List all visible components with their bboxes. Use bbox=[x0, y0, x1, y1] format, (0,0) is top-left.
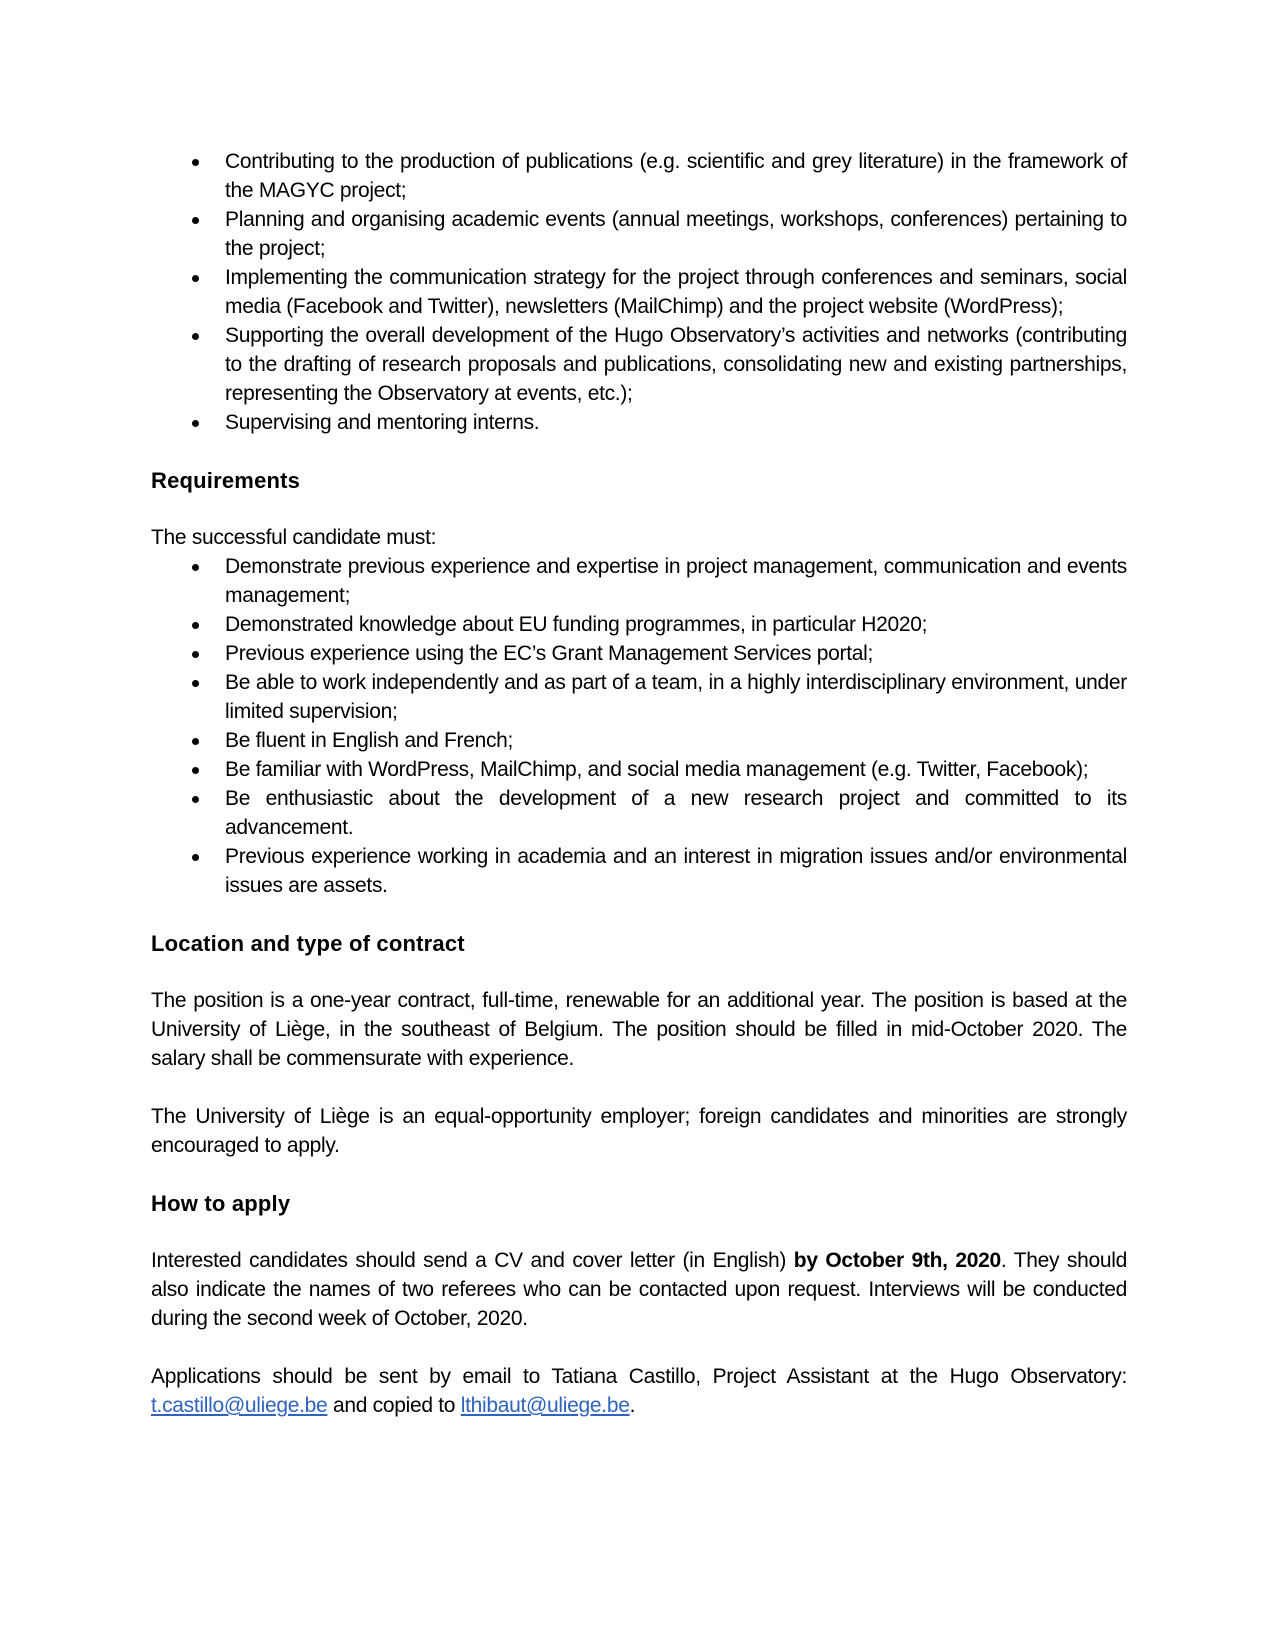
list-item: Planning and organising academic events (annual meetings, workshops, conferences) pertaining to the project; bbox=[225, 205, 1127, 263]
list-item: Previous experience using the EC’s Grant Management Services portal; bbox=[225, 639, 1127, 668]
list-item: Be fluent in English and French; bbox=[225, 726, 1127, 755]
apply-paragraph bbox=[151, 1246, 1127, 1333]
list-item: Be able to work independently and as part of a team, in a highly interdisciplinary environment, under limited supervision; bbox=[225, 668, 1127, 726]
list-item: Demonstrate previous experience and expertise in project management, communication and events management; bbox=[225, 552, 1127, 610]
contact-paragraph bbox=[151, 1362, 1127, 1420]
email-link-thibaut[interactable]: lthibaut@uliege.be bbox=[460, 1394, 630, 1417]
email-link-castillo[interactable]: t.castillo@uliege.be bbox=[151, 1394, 328, 1417]
requirements-list bbox=[151, 552, 1127, 900]
list-item: Supervising and mentoring interns. bbox=[225, 408, 1127, 437]
duties-list bbox=[151, 147, 1127, 437]
equal-opportunity-paragraph: The University of Liège is an equal-opportunity employer; foreign candidates and minorities are strongly encouraged to apply. bbox=[151, 1105, 1127, 1157]
apply-text: Interested candidates should send a CV and cover letter (in English) bbox=[151, 1249, 794, 1272]
list-item: Be familiar with WordPress, MailChimp, and social media management (e.g. Twitter, Facebook); bbox=[225, 755, 1127, 784]
deadline: by October 9th, 2020 bbox=[793, 1249, 1001, 1272]
apply-heading: How to apply bbox=[151, 1191, 291, 1216]
location-heading: Location and type of contract bbox=[151, 931, 465, 956]
list-item: Implementing the communication strategy for the project through conferences and seminars, social media (Facebook and Twitter), newsletters (MailChimp) and the project website (WordPress); bbox=[225, 263, 1127, 321]
requirements-intro: The successful candidate must: bbox=[151, 526, 437, 549]
list-item: Demonstrated knowledge about EU funding programmes, in particular H2020; bbox=[225, 610, 1127, 639]
contact-text: . bbox=[629, 1394, 636, 1417]
contact-text: and copied to bbox=[327, 1394, 461, 1417]
list-item: Contributing to the production of publications (e.g. scientific and grey literature) in the framework of the MAGYC project; bbox=[225, 147, 1127, 205]
document-page bbox=[151, 147, 1127, 1449]
requirements-heading: Requirements bbox=[151, 468, 301, 493]
list-item: Supporting the overall development of the Hugo Observatory’s activities and networks (contributing to the drafting of research proposals and publications, consolidating new and existing partnerships, representing the Observatory at events, etc.); bbox=[225, 321, 1127, 408]
list-item: Previous experience working in academia and an interest in migration issues and/or environmental issues are assets. bbox=[225, 842, 1127, 900]
apply-text: . They should also indicate the names of two referees who can be contacted upon request. Interviews will be conducted during the second week of October, 2020. bbox=[151, 1249, 1127, 1330]
list-item: Be enthusiastic about the development of a new research project and committed to its advancement. bbox=[225, 784, 1127, 842]
contact-text: Applications should be sent by email to Tatiana Castillo, Project Assistant at the Hugo Observatory: bbox=[151, 1365, 1127, 1388]
location-paragraph: The position is a one-year contract, full-time, renewable for an additional year. The position is based at the University of Liège, in the southeast of Belgium. The position should be filled in mid-October 2020. The salary shall be commensurate with experience. bbox=[151, 989, 1127, 1070]
